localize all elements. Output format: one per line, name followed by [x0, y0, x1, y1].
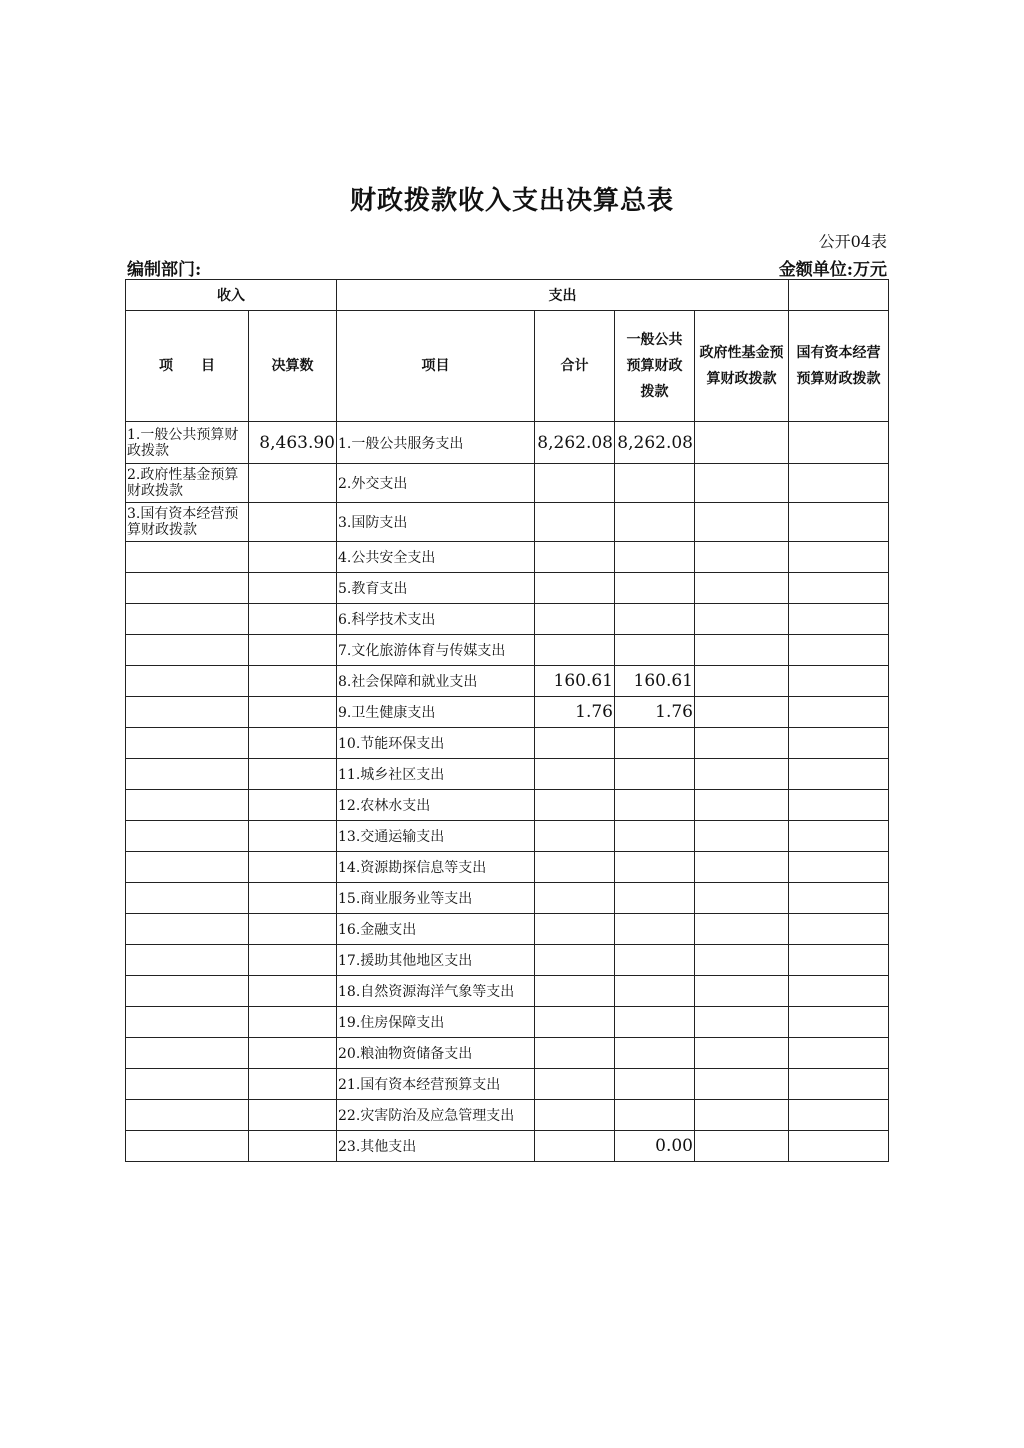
- income-amount-cell: [249, 728, 337, 759]
- general-budget-cell: 160.61: [615, 666, 695, 697]
- total-cell: [535, 1007, 615, 1038]
- income-item-cell: [126, 883, 249, 914]
- state-capital-cell: [789, 728, 889, 759]
- expense-item-cell: 3.国防支出: [337, 503, 535, 542]
- gov-fund-cell: [695, 1007, 789, 1038]
- general-budget-header: 一般公共预算财政拨款: [615, 311, 695, 422]
- state-capital-cell: [789, 697, 889, 728]
- general-budget-cell: 1.76: [615, 697, 695, 728]
- expense-item-cell: 8.社会保障和就业支出: [337, 666, 535, 697]
- income-item-header: 项 目: [126, 311, 249, 422]
- state-capital-cell: [789, 635, 889, 666]
- total-cell: [535, 759, 615, 790]
- income-item-cell: [126, 914, 249, 945]
- expense-item-cell: 7.文化旅游体育与传媒支出: [337, 635, 535, 666]
- income-item-cell: [126, 604, 249, 635]
- total-cell: [535, 1069, 615, 1100]
- expense-item-cell: 6.科学技术支出: [337, 604, 535, 635]
- page-title: 财政拨款收入支出决算总表: [349, 186, 674, 216]
- general-budget-cell: [615, 1007, 695, 1038]
- state-capital-header: 国有资本经营预算财政拨款: [789, 311, 889, 422]
- table-row: [126, 1038, 889, 1069]
- income-item-cell: [126, 759, 249, 790]
- total-cell: [535, 503, 615, 542]
- total-cell: [535, 976, 615, 1007]
- state-capital-cell: [789, 945, 889, 976]
- state-capital-cell: [789, 1007, 889, 1038]
- income-item-cell: [126, 1131, 249, 1162]
- income-item-cell: [126, 1007, 249, 1038]
- table-row: [126, 464, 889, 503]
- total-cell: [535, 821, 615, 852]
- gov-fund-cell: [695, 945, 789, 976]
- gov-fund-cell: [695, 542, 789, 573]
- total-cell: [535, 604, 615, 635]
- income-amount-cell: [249, 883, 337, 914]
- state-capital-cell: [789, 666, 889, 697]
- income-amount-cell: [249, 1038, 337, 1069]
- expense-item-header: 项目: [337, 311, 535, 422]
- general-budget-cell: [615, 976, 695, 1007]
- table-row: [126, 1069, 889, 1100]
- income-amount-header: 决算数: [249, 311, 337, 422]
- total-cell: 160.61: [535, 666, 615, 697]
- total-cell: [535, 542, 615, 573]
- state-capital-cell: [789, 573, 889, 604]
- income-amount-cell: 8,463.90: [249, 422, 337, 464]
- table-row: [126, 1100, 889, 1131]
- income-item-cell: [126, 542, 249, 573]
- total-cell: [535, 635, 615, 666]
- expense-item-cell: 16.金融支出: [337, 914, 535, 945]
- table-row: [126, 666, 889, 697]
- expense-item-cell: 15.商业服务业等支出: [337, 883, 535, 914]
- state-capital-cell: [789, 1038, 889, 1069]
- income-item-cell: [126, 821, 249, 852]
- expense-item-cell: 1.一般公共服务支出: [337, 422, 535, 464]
- general-budget-cell: [615, 464, 695, 503]
- income-item-cell: [126, 852, 249, 883]
- income-amount-cell: [249, 852, 337, 883]
- table-row: [126, 697, 889, 728]
- form-number: 公开04表: [818, 232, 887, 251]
- state-capital-cell: [789, 422, 889, 464]
- income-item-cell: [126, 790, 249, 821]
- income-amount-cell: [249, 604, 337, 635]
- general-budget-cell: [615, 1069, 695, 1100]
- table-row: [126, 759, 889, 790]
- total-cell: [535, 728, 615, 759]
- income-item-cell: [126, 728, 249, 759]
- gov-fund-cell: [695, 1100, 789, 1131]
- gov-fund-cell: [695, 1069, 789, 1100]
- table-row: [126, 422, 889, 464]
- expense-item-cell: 2.外交支出: [337, 464, 535, 503]
- header-row-1: [126, 280, 889, 311]
- total-cell: [535, 464, 615, 503]
- expense-item-cell: 17.援助其他地区支出: [337, 945, 535, 976]
- income-amount-cell: [249, 573, 337, 604]
- gov-fund-cell: [695, 604, 789, 635]
- income-item-cell: [126, 635, 249, 666]
- gov-fund-cell: [695, 790, 789, 821]
- gov-fund-cell: [695, 503, 789, 542]
- income-amount-cell: [249, 821, 337, 852]
- expense-item-cell: 13.交通运输支出: [337, 821, 535, 852]
- income-amount-cell: [249, 790, 337, 821]
- gov-fund-cell: [695, 914, 789, 945]
- table-row: [126, 503, 889, 542]
- income-amount-cell: [249, 666, 337, 697]
- state-capital-cell: [789, 1100, 889, 1131]
- gov-fund-cell: [695, 697, 789, 728]
- state-capital-cell: [789, 464, 889, 503]
- state-capital-cell: [789, 821, 889, 852]
- header-row-2: [126, 311, 889, 422]
- table-row: [126, 573, 889, 604]
- total-cell: [535, 1131, 615, 1162]
- total-cell: 8,262.08: [535, 422, 615, 464]
- income-item-cell: [126, 1100, 249, 1131]
- income-item-cell: 2.政府性基金预算财政拨款: [126, 464, 249, 503]
- total-cell: [535, 914, 615, 945]
- table-row: [126, 945, 889, 976]
- income-amount-cell: [249, 945, 337, 976]
- expense-item-cell: 19.住房保障支出: [337, 1007, 535, 1038]
- general-budget-cell: [615, 945, 695, 976]
- total-cell: [535, 883, 615, 914]
- income-item-cell: [126, 1038, 249, 1069]
- gov-fund-cell: [695, 976, 789, 1007]
- income-amount-cell: [249, 1131, 337, 1162]
- total-cell: [535, 945, 615, 976]
- general-budget-cell: [615, 1038, 695, 1069]
- income-amount-cell: [249, 976, 337, 1007]
- expense-item-cell: 9.卫生健康支出: [337, 697, 535, 728]
- budget-table: [125, 279, 889, 1162]
- general-budget-cell: [615, 604, 695, 635]
- state-capital-cell: [789, 1131, 889, 1162]
- expense-item-cell: 4.公共安全支出: [337, 542, 535, 573]
- table-row: [126, 1131, 889, 1162]
- general-budget-cell: [615, 852, 695, 883]
- table-row: [126, 821, 889, 852]
- general-budget-cell: [615, 790, 695, 821]
- income-amount-cell: [249, 759, 337, 790]
- general-budget-cell: [615, 821, 695, 852]
- state-capital-cell: [789, 1069, 889, 1100]
- general-budget-cell: [615, 542, 695, 573]
- header-blank-cell: [789, 280, 889, 311]
- expense-item-cell: 20.粮油物资储备支出: [337, 1038, 535, 1069]
- state-capital-cell: [789, 503, 889, 542]
- expense-header: 支出: [337, 280, 789, 311]
- table-row: [126, 635, 889, 666]
- general-budget-cell: [615, 883, 695, 914]
- income-item-cell: [126, 1069, 249, 1100]
- income-header: 收入: [126, 280, 337, 311]
- state-capital-cell: [789, 604, 889, 635]
- general-budget-cell: [615, 759, 695, 790]
- expense-item-cell: 14.资源勘探信息等支出: [337, 852, 535, 883]
- general-budget-cell: [615, 573, 695, 604]
- income-amount-cell: [249, 697, 337, 728]
- gov-fund-cell: [695, 883, 789, 914]
- income-item-cell: [126, 976, 249, 1007]
- state-capital-cell: [789, 883, 889, 914]
- income-item-cell: [126, 945, 249, 976]
- expense-item-cell: 10.节能环保支出: [337, 728, 535, 759]
- general-budget-cell: [615, 635, 695, 666]
- expense-item-cell: 5.教育支出: [337, 573, 535, 604]
- gov-fund-cell: [695, 1131, 789, 1162]
- expense-item-cell: 21.国有资本经营预算支出: [337, 1069, 535, 1100]
- income-amount-cell: [249, 464, 337, 503]
- table-row: [126, 542, 889, 573]
- expense-item-cell: 11.城乡社区支出: [337, 759, 535, 790]
- table-row: [126, 976, 889, 1007]
- table-row: [126, 604, 889, 635]
- state-capital-cell: [789, 759, 889, 790]
- expense-item-cell: 12.农林水支出: [337, 790, 535, 821]
- total-cell: [535, 852, 615, 883]
- table-row: [126, 728, 889, 759]
- table-row: [126, 852, 889, 883]
- table-row: [126, 790, 889, 821]
- expense-item-cell: 18.自然资源海洋气象等支出: [337, 976, 535, 1007]
- gov-fund-cell: [695, 821, 789, 852]
- income-item-cell: 1.一般公共预算财政拨款: [126, 422, 249, 464]
- income-amount-cell: [249, 635, 337, 666]
- income-item-cell: [126, 666, 249, 697]
- general-budget-cell: 8,262.08: [615, 422, 695, 464]
- state-capital-cell: [789, 852, 889, 883]
- gov-fund-cell: [695, 1038, 789, 1069]
- general-budget-cell: 0.00: [615, 1131, 695, 1162]
- table-row: [126, 883, 889, 914]
- gov-fund-cell: [695, 464, 789, 503]
- gov-fund-cell: [695, 635, 789, 666]
- income-item-cell: 3.国有资本经营预算财政拨款: [126, 503, 249, 542]
- total-cell: [535, 790, 615, 821]
- general-budget-cell: [615, 503, 695, 542]
- income-amount-cell: [249, 914, 337, 945]
- gov-fund-cell: [695, 852, 789, 883]
- table-row: [126, 914, 889, 945]
- income-amount-cell: [249, 1007, 337, 1038]
- general-budget-cell: [615, 1100, 695, 1131]
- total-cell: 1.76: [535, 697, 615, 728]
- gov-fund-cell: [695, 422, 789, 464]
- state-capital-cell: [789, 542, 889, 573]
- general-budget-cell: [615, 728, 695, 759]
- unit-label: 金额单位:万元: [778, 260, 887, 280]
- total-header: 合计: [535, 311, 615, 422]
- income-item-cell: [126, 697, 249, 728]
- state-capital-cell: [789, 976, 889, 1007]
- state-capital-cell: [789, 914, 889, 945]
- expense-item-cell: 23.其他支出: [337, 1131, 535, 1162]
- gov-fund-cell: [695, 666, 789, 697]
- gov-fund-cell: [695, 573, 789, 604]
- general-budget-cell: [615, 914, 695, 945]
- table-row: [126, 1007, 889, 1038]
- expense-item-cell: 22.灾害防治及应急管理支出: [337, 1100, 535, 1131]
- total-cell: [535, 1100, 615, 1131]
- income-amount-cell: [249, 1069, 337, 1100]
- income-amount-cell: [249, 503, 337, 542]
- gov-fund-header: 政府性基金预算财政拨款: [695, 311, 789, 422]
- income-amount-cell: [249, 542, 337, 573]
- state-capital-cell: [789, 790, 889, 821]
- income-amount-cell: [249, 1100, 337, 1131]
- gov-fund-cell: [695, 728, 789, 759]
- total-cell: [535, 573, 615, 604]
- gov-fund-cell: [695, 759, 789, 790]
- department-label: 编制部门:: [127, 260, 202, 280]
- total-cell: [535, 1038, 615, 1069]
- income-item-cell: [126, 573, 249, 604]
